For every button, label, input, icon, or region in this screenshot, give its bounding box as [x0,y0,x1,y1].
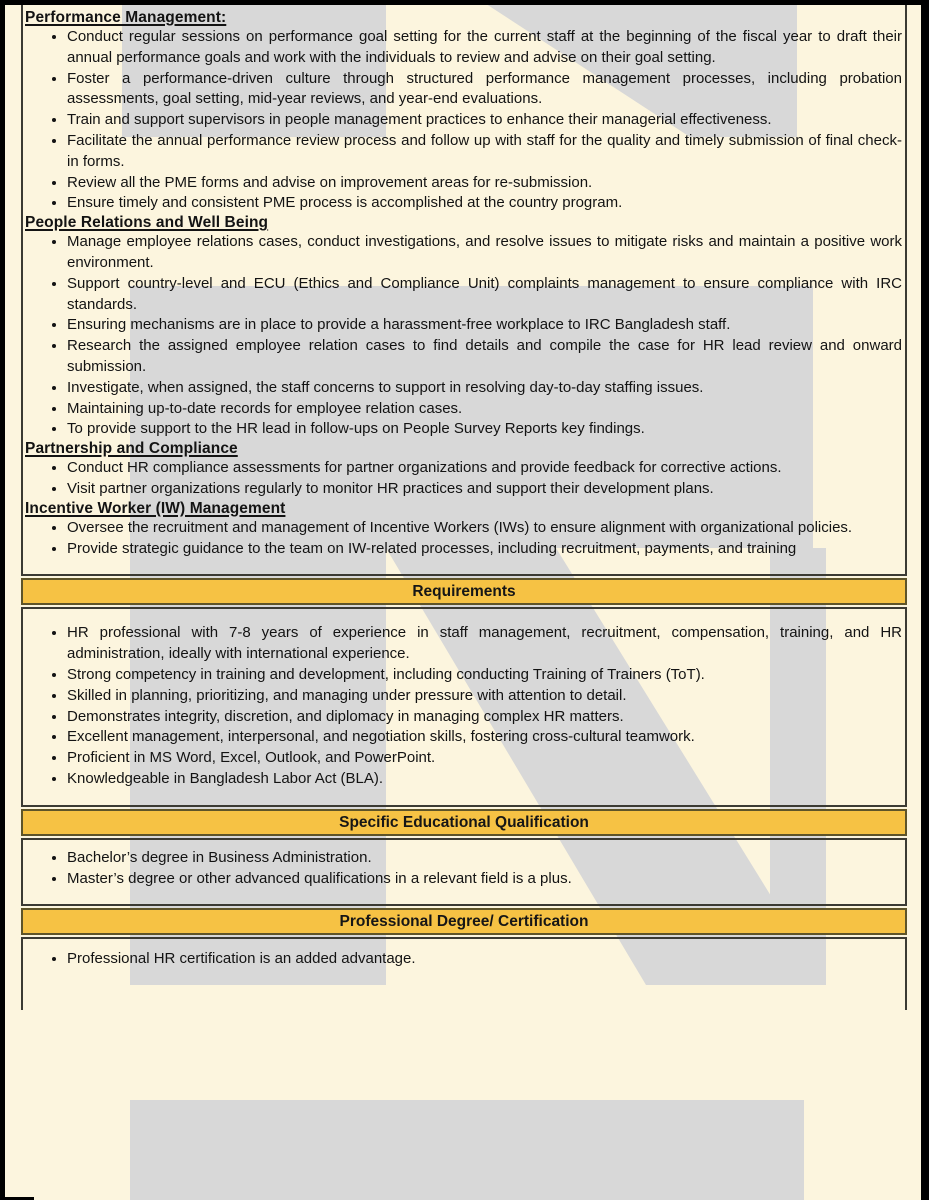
bullet-item: • Research the assigned employee relation cases to find details and compile the case for HR lead review and onward submission. [67,336,903,378]
bullet-item: • Visit partner organizations regularly to monitor HR practices and support their development plans. [67,479,903,500]
bullet-list-people-relations [25,232,903,440]
banner-educational-qualification: Specific Educational Qualification [21,809,907,836]
watermark-n-bottom [130,1100,804,1200]
bullet-item: • Oversee the recruitment and management of Incentive Workers (IWs) to ensure alignment with organizational policies. [67,518,903,539]
bullet-item: • Ensure timely and consistent PME process is accomplished at the country program. [67,193,903,214]
page-edge-top [0,0,929,5]
section-heading-partnership-compliance: Partnership and Compliance [25,440,238,458]
bullet-item: • Ensuring mechanisms are in place to provide a harassment-free workplace to IRC Bangladesh staff. [67,315,903,336]
bullet-item: • Strong competency in training and development, including conducting Training of Trainers (ToT). [67,665,903,686]
bullet-list-incentive-worker [25,518,903,560]
bullet-item: • Review all the PME forms and advise on improvement areas for re-submission. [67,173,903,194]
page-edge-left [0,0,5,1200]
bullet-item: • Support country-level and ECU (Ethics and Compliance Unit) complaints management to ensure compliance with IRC standards. [67,274,903,316]
page-edge-right [921,0,929,1200]
bullet-item: • Investigate, when assigned, the staff concerns to support in resolving day-to-day staffing issues. [67,378,903,399]
bullet-item: • Proficient in MS Word, Excel, Outlook, and PowerPoint. [67,748,903,769]
bullet-item: • Maintaining up-to-date records for employee relation cases. [67,399,903,420]
bullet-item: • Provide strategic guidance to the team on IW-related processes, including recruitment, payments, and training [67,539,903,560]
bullet-list-requirements [25,623,903,789]
bullet-item: • Master’s degree or other advanced qualifications in a relevant field is a plus. [67,869,903,890]
bullet-list-educational-qualification [25,848,903,890]
bullet-item: • Bachelor’s degree in Business Administration. [67,848,903,869]
section-educational-qualification [21,838,907,907]
bullet-item: • Facilitate the annual performance review process and follow up with staff for the quality and timely submission of final check-in forms. [67,131,903,173]
bullet-item: • Excellent management, interpersonal, and negotiation skills, fostering cross-cultural teamwork. [67,727,903,748]
document-body [21,5,907,1010]
bullet-list-professional-certification [25,949,903,970]
bullet-item: • Skilled in planning, prioritizing, and managing under pressure with attention to detail. [67,686,903,707]
section-heading-performance-management: Performance Management: [25,9,227,26]
bullet-list-performance-management [25,27,903,214]
bullet-item: • To provide support to the HR lead in follow-ups on People Survey Reports key findings. [67,419,903,440]
banner-requirements: Requirements [21,578,907,605]
section-heading-incentive-worker: Incentive Worker (IW) Management [25,499,286,517]
bullet-item: • Manage employee relations cases, conduct investigations, and resolve issues to mitigate risks and maintain a positive work environment. [67,232,903,274]
section-professional-certification [21,937,907,1010]
bullet-item: • Knowledgeable in Bangladesh Labor Act (BLA). [67,769,903,790]
bullet-item: • Professional HR certification is an added advantage. [67,949,903,970]
bullet-item: • Foster a performance-driven culture through structured performance management processes, including probation assessments, goal setting, mid-year reviews, and year-end evaluations. [67,69,903,111]
bullet-item: • Conduct HR compliance assessments for partner organizations and provide feedback for corrective actions. [67,458,903,479]
section-responsibilities [21,5,907,576]
bullet-item: • Demonstrates integrity, discretion, and diplomacy in managing complex HR matters. [67,707,903,728]
banner-professional-certification: Professional Degree/ Certification [21,908,907,935]
bullet-list-partnership-compliance [25,458,903,500]
section-heading-people-relations: People Relations and Well Being [25,214,269,232]
bullet-item: • Train and support supervisors in people management practices to enhance their managerial effectiveness. [67,110,903,131]
bullet-item: • Conduct regular sessions on performance goal setting for the current staff at the beginning of the fiscal year to draft their annual performance goals and work with the individuals to review and advise on their goal setting. [67,27,903,69]
bullet-item: • HR professional with 7-8 years of experience in staff management, recruitment, compensation, training, and HR administration, ideally with international experience. [67,623,903,665]
section-requirements [21,607,907,806]
